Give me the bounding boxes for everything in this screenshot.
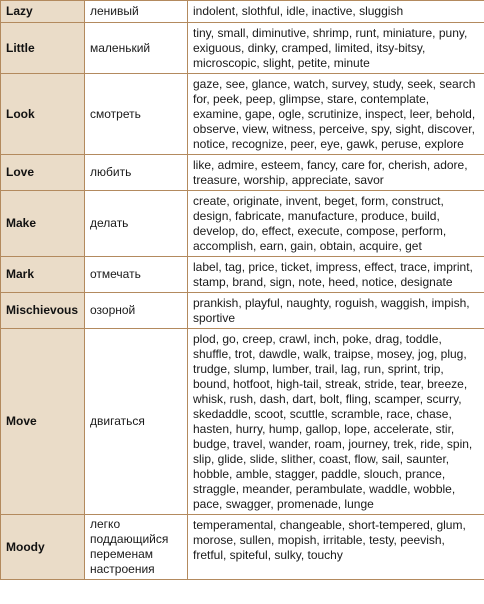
word-cell: Make: [1, 191, 85, 257]
table-row: [1, 74, 484, 155]
word-cell: Lazy: [1, 1, 85, 23]
word-cell: Little: [1, 23, 85, 74]
table-row: [1, 257, 484, 293]
word-cell: Look: [1, 74, 85, 155]
translation-cell: двигаться: [85, 329, 188, 515]
synonyms-cell: indolent, slothful, idle, inactive, sluggish: [188, 1, 484, 23]
synonyms-cell: tiny, small, diminutive, shrimp, runt, miniature, puny, exiguous, dinky, cramped, limited, itsy-bitsy, microscopic, slight, petite, minute: [188, 23, 484, 74]
translation-cell: делать: [85, 191, 188, 257]
translation-cell: любить: [85, 155, 188, 191]
table-row: [1, 23, 484, 74]
word-cell: Mischievous: [1, 293, 85, 329]
translation-cell: маленький: [85, 23, 188, 74]
synonyms-cell: like, admire, esteem, fancy, care for, cherish, adore, treasure, worship, appreciate, savor: [188, 155, 484, 191]
table-row: [1, 191, 484, 257]
synonyms-cell: temperamental, changeable, short-tempered, glum, morose, sullen, mopish, irritable, testy, peevish, fretful, spiteful, sulky, touchy: [188, 515, 484, 580]
word-cell: Moody: [1, 515, 85, 580]
table-row: [1, 515, 484, 580]
table-row: [1, 329, 484, 515]
translation-cell: отмечать: [85, 257, 188, 293]
synonyms-cell: create, originate, invent, beget, form, construct, design, fabricate, manufacture, produce, build, develop, do, effect, execute, compose, perform, accomplish, earn, gain, obtain, acquire, get: [188, 191, 484, 257]
synonyms-cell: plod, go, creep, crawl, inch, poke, drag, toddle, shuffle, trot, dawdle, walk, traipse, mosey, jog, plug, trudge, slump, lumber, trail, lag, run, sprint, trip, bound, hotfoot, high-tail, streak, stride, tear, breeze, whisk, rush, dash, dart, bolt, fling, scamper, scurry, skedaddle, scoot, scuttle, scramble, race, chase, hasten, hurry, hump, gallop, lope, accelerate, stir, budge, travel, wander, roam, journey, trek, ride, spin, slip, glide, slide, slither, coast, flow, sail, saunter, hobble, amble, stagger, paddle, slouch, prance, straggle, meander, perambulate, waddle, wobble, pace, swagger, promenade, lunge: [188, 329, 484, 515]
translation-cell: ленивый: [85, 1, 188, 23]
translation-cell: легко поддающийся переменам настроения: [85, 515, 188, 580]
translation-cell: озорной: [85, 293, 188, 329]
word-cell: Love: [1, 155, 85, 191]
synonyms-cell: label, tag, price, ticket, impress, effect, trace, imprint, stamp, brand, sign, note, heed, notice, designate: [188, 257, 484, 293]
translation-cell: смотреть: [85, 74, 188, 155]
synonyms-cell: gaze, see, glance, watch, survey, study, seek, search for, peek, peep, glimpse, stare, contemplate, examine, gape, ogle, scrutinize, inspect, leer, behold, observe, view, witness, perceive, spy, sight, discover, notice, recognize, peer, eye, gawk, peruse, explore: [188, 74, 484, 155]
word-cell: Move: [1, 329, 85, 515]
table-row: [1, 293, 484, 329]
table-row: [1, 155, 484, 191]
word-cell: Mark: [1, 257, 85, 293]
table-row: [1, 1, 484, 23]
synonyms-cell: prankish, playful, naughty, roguish, waggish, impish, sportive: [188, 293, 484, 329]
